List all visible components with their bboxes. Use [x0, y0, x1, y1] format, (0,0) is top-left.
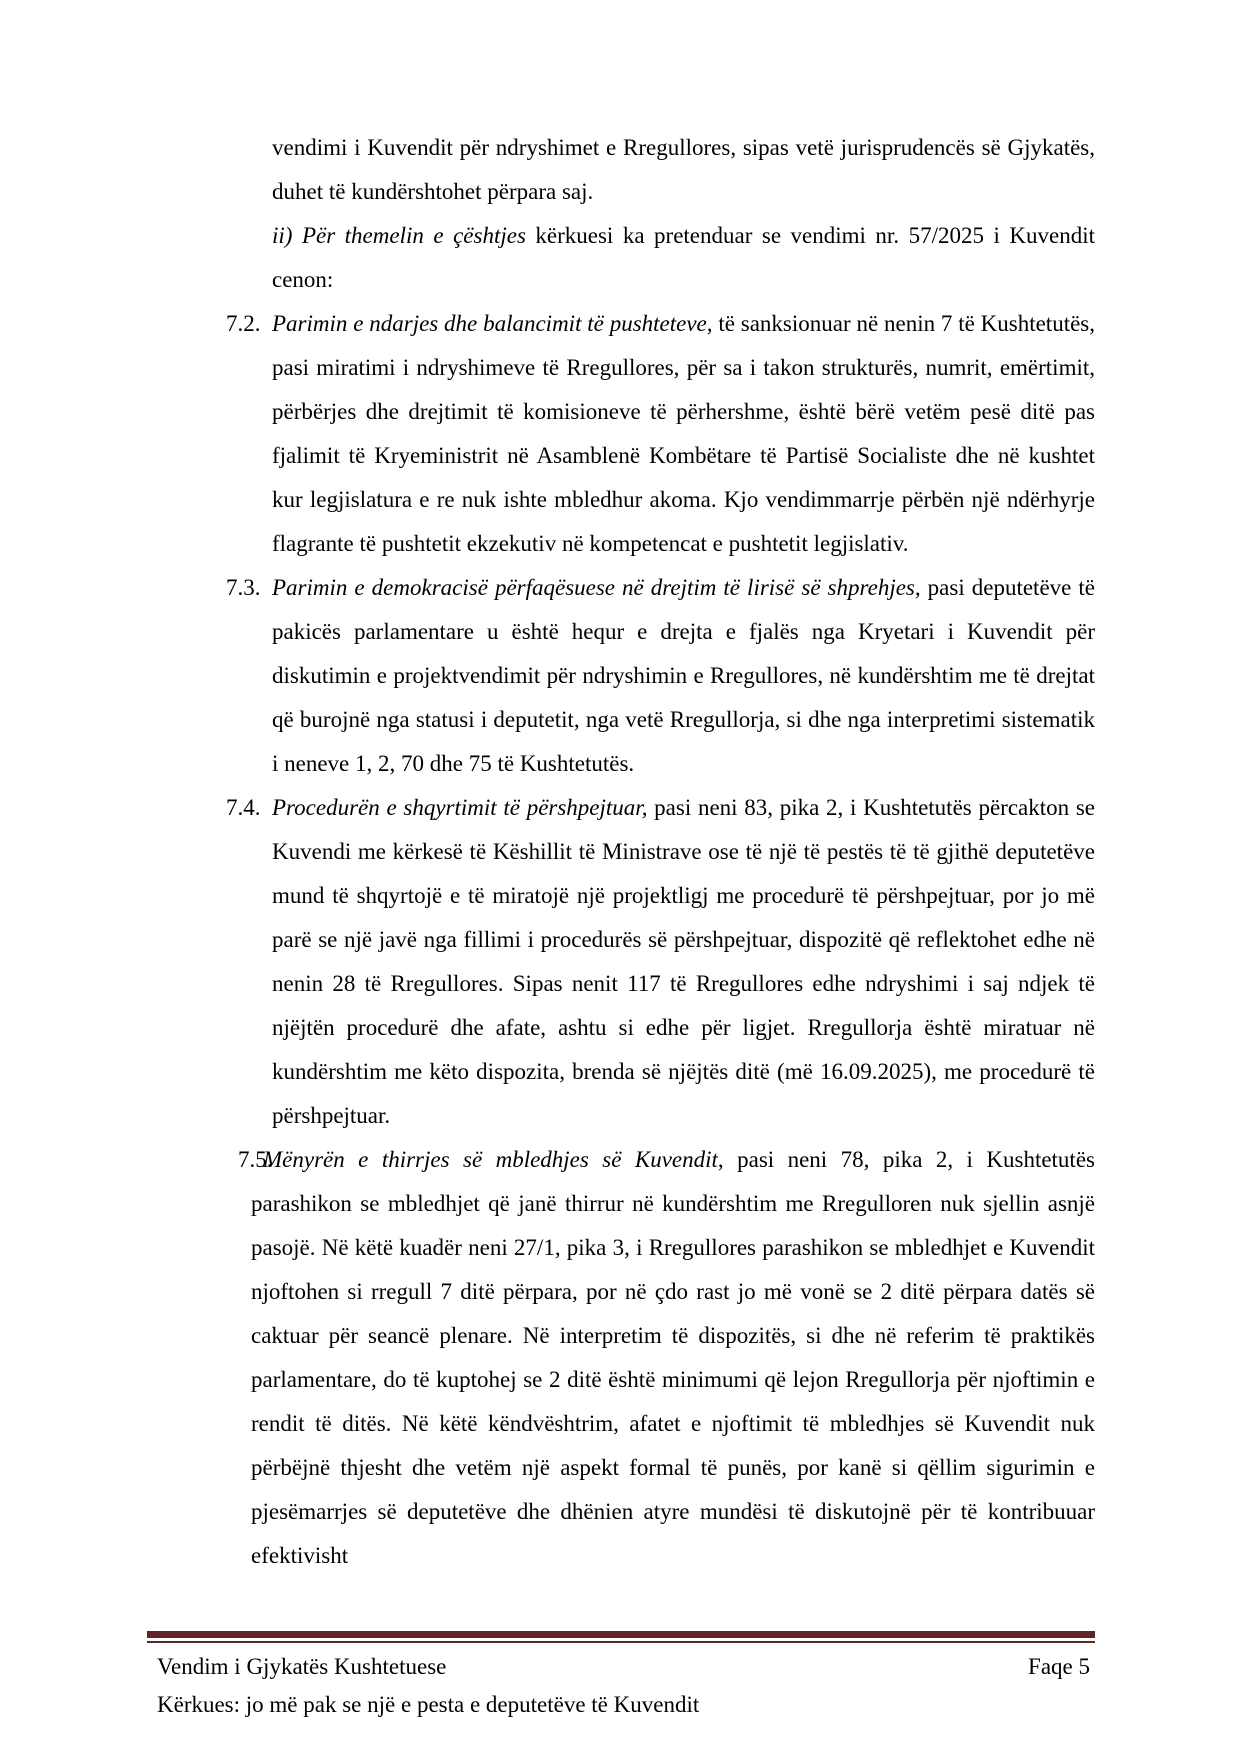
paragraph-text: pasi deputetëve të pakicës parlamentare u është hequr e drejta e fjalës nga Kryetari i Kuvendit për diskutimin e projektvendimit për ndryshimin e Rregullores, në kundërshtim me të drejtat që burojnë nga statusi i deputetit, nga vetë Rregullorja, si dhe nga interpretimi sistematik i neneve 1, 2, 70 dhe 75 të Kushtetutës.: [272, 575, 1095, 776]
paragraph: [226, 126, 1095, 214]
footer-rule: [147, 1631, 1095, 1643]
paragraph: [226, 786, 1095, 1138]
paragraph-italic-lead: ii) Për themelin e çështjes: [272, 223, 526, 248]
footer-page-number: Faqe 5: [1028, 1654, 1090, 1679]
document-body: [226, 126, 1095, 1578]
paragraph: [226, 566, 1095, 786]
paragraph-text: , pasi neni 78, pika 2, i Kushtetutës parashikon se mbledhjet që janë thirrur në kundërshtim me Rregulloren nuk sjellin asnjë pasojë. Në këtë kuadër neni 27/1, pika 3, i Rregullores parashikon se mbledhjet e Kuvendit njoftohen si rregull 7 ditë përpara, por në çdo rast jo më vonë se 2 ditë përpara datës së caktuar për seancë plenare. Në interpretim të dispozitës, si dhe në referim të praktikës parlamentare, do të kuptohej se 2 ditë është minimumi që lejon Rregullorja për njoftimin e rendit të ditës. Në këtë këndvështrim, afatet e njoftimit të mbledhjes së Kuvendit nuk përbëjnë thjesht dhe vetëm një aspekt formal të punës, por kanë si qëllim sigurimin e pjesëmarrjes së deputetëve dhe dhënien atyre mundësi të diskutojnë për të kontribuuar efektivisht: [251, 1147, 1095, 1568]
paragraph: [226, 302, 1095, 566]
paragraph-number: 7.3.: [226, 575, 261, 600]
paragraph-italic-lead: Parimin e ndarjes dhe balancimit të pushteteve,: [272, 311, 713, 336]
paragraph-text: të sanksionuar në nenin 7 të Kushtetutës, pasi miratimi i ndryshimeve të Rregullores, për sa i takon strukturës, numrit, emërtimit, përbërjes dhe drejtimit të komisioneve të përhershme, është bërë vetëm pesë ditë pas fjalimit të Kryeministrit në Asamblenë Kombëtare të Partisë Socialiste dhe në kushtet kur legjislatura e re nuk ishte mbledhur akoma. Kjo vendimmarrje përbën një ndërhyrje flagrante të pushtetit ekzekutiv në kompetencat e pushtetit legjislativ.: [272, 311, 1095, 556]
paragraph-text: kërkuesi ka pretenduar se vendimi nr. 57/2025 i Kuvendit cenon:: [272, 223, 1095, 292]
footer-requester: Kërkues: jo më pak se një e pesta e deputetëve të Kuvendit: [157, 1692, 700, 1717]
paragraph-text: pasi neni 83, pika 2, i Kushtetutës përcakton se Kuvendi me kërkesë të Këshillit të Ministrave ose të një të pestës të të gjithë deputetëve mund të shqyrtojë e të miratojë një projektligj me procedurë të përshpejtuar, por jo më parë se një javë nga fillimi i procedurës së përshpejtuar, dispozitë që reflektohet edhe në nenin 28 të Rregullores. Sipas nenit 117 të Rregullores edhe ndryshimi i saj ndjek të njëjtën procedurë dhe afate, ashtu si edhe për ligjet. Rregullorja është miratuar në kundërshtim me këto dispozita, brenda së njëjtës ditë (më 16.09.2025), me procedurë të përshpejtuar.: [272, 795, 1096, 1128]
paragraph: [226, 214, 1095, 302]
footer-first-row: [147, 1643, 1095, 1686]
footer-document-title: Vendim i Gjykatës Kushtetuese: [157, 1654, 447, 1679]
paragraph: [226, 1138, 1095, 1578]
footer-rule-thick-line: [147, 1631, 1095, 1638]
paragraph-text: vendimi i Kuvendit për ndryshimet e Rregullores, sipas vetë jurisprudencës së Gjykatës, duhet të kundërshtohet përpara saj.: [272, 135, 1095, 204]
page-footer: [147, 1631, 1095, 1724]
paragraph-number: 7.4.: [226, 795, 261, 820]
paragraph-italic-lead: Parimin e demokracisë përfaqësuese në drejtim të lirisë së shprehjes,: [272, 575, 921, 600]
footer-second-row: [147, 1686, 1095, 1724]
paragraph-number: 7.5.: [238, 1147, 273, 1172]
paragraph-number: 7.2.: [226, 311, 261, 336]
paragraph-italic-lead: Mënyrën e thirrjes së mbledhjes së Kuvendit: [263, 1147, 718, 1172]
paragraph-italic-lead: Procedurën e shqyrtimit të përshpejtuar,: [272, 795, 648, 820]
